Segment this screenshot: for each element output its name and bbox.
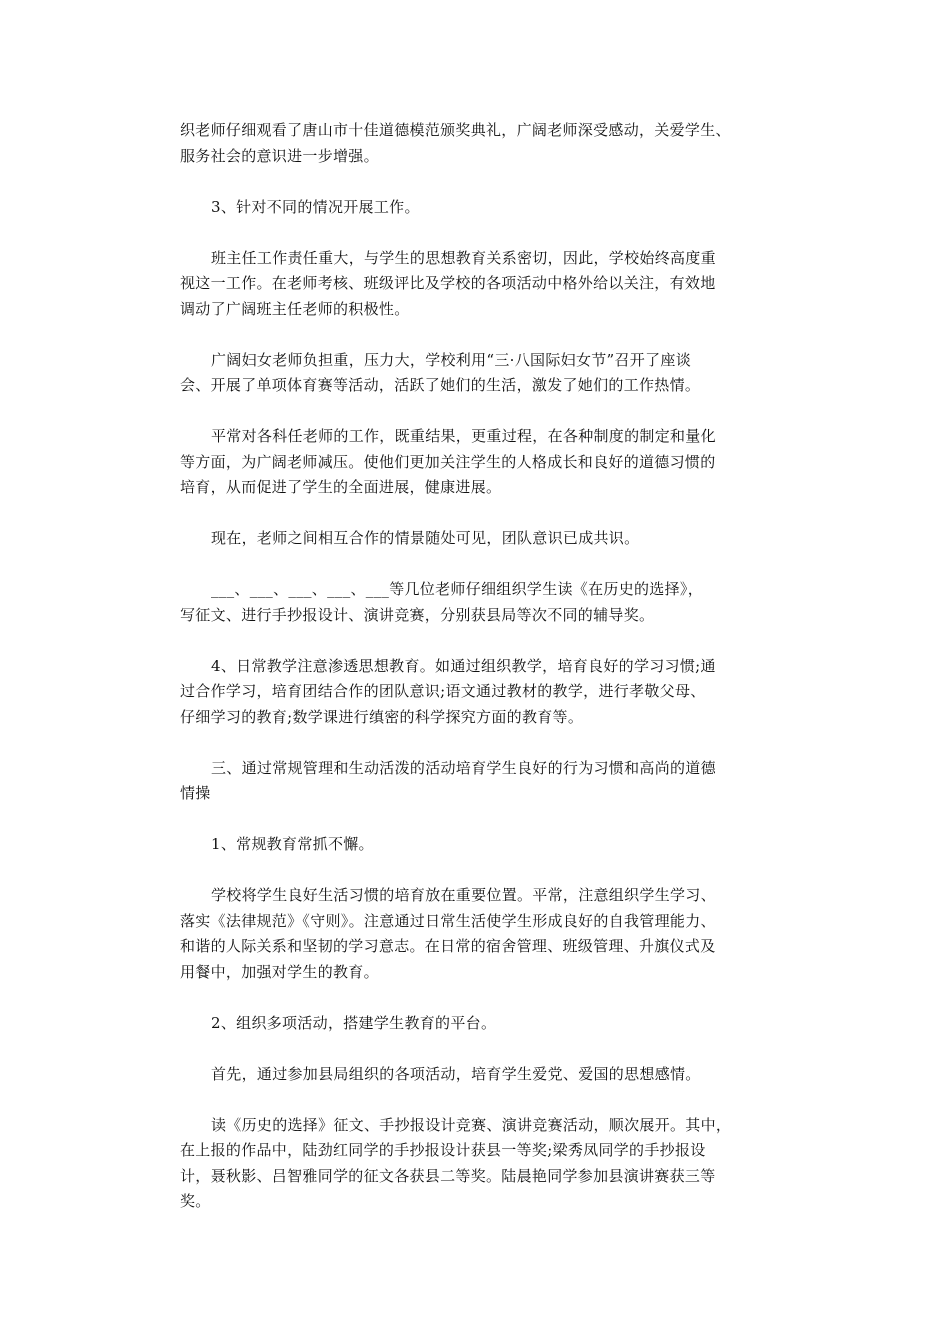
paragraph xyxy=(180,883,780,985)
paragraph xyxy=(180,526,780,552)
paragraph-line: 写征文、进行手抄报设计、演讲竞赛，分别获县局等次不同的辅导奖。 xyxy=(180,605,655,624)
paragraph-line: 计，聂秋影、吕智雅同学的征文各获县二等奖。陆晨艳同学参加县演讲赛获三等 xyxy=(180,1166,716,1185)
paragraph xyxy=(180,577,780,628)
paragraph-line: 4、日常教学注意渗透思想教育。如通过组织教学，培育良好的学习习惯;通 xyxy=(211,656,716,675)
paragraph-line: 视这一工作。在老师考核、班级评比及学校的各项活动中格外给以关注，有效地 xyxy=(180,274,716,292)
paragraph-line: 等方面，为广阔老师减压。使他们更加关注学生的人格成长和良好的道德习惯的 xyxy=(180,452,716,471)
paragraph-line: 1、常规教育常抓不懈。 xyxy=(211,835,374,853)
paragraph-line: 用餐中，加强对学生的教育。 xyxy=(180,962,379,981)
document-body xyxy=(180,118,780,1240)
paragraph-line: 落实《法律规范》《守则》。注意通过日常生活使学生形成良好的自我管理能力、 xyxy=(180,911,716,930)
paragraph-line: 首先，通过参加县局组织的各项活动，培育学生爱党、爱国的思想感情。 xyxy=(211,1064,701,1083)
paragraph xyxy=(180,832,780,858)
paragraph xyxy=(180,1062,780,1088)
paragraph-line: 奖。 xyxy=(180,1192,211,1210)
paragraph-line: 仔细学习的教育;数学课进行缜密的科学探究方面的教育等。 xyxy=(180,707,584,726)
paragraph xyxy=(180,118,780,169)
paragraph-line: 2、组织多项活动，搭建学生教育的平台。 xyxy=(211,1013,497,1032)
paragraph-line: 织老师仔细观看了唐山市十佳道德模范颁奖典礼，广阔老师深受感动，关爱学生、 xyxy=(180,121,731,139)
paragraph-line: 三、通过常规管理和生动活泼的活动培育学生良好的行为习惯和高尚的道德 xyxy=(211,758,716,777)
paragraph-line: 平常对各科任老师的工作，既重结果，更重过程，在各种制度的制定和量化 xyxy=(211,427,716,445)
paragraph-line: 过合作学习，培育团结合作的团队意识;语文通过教材的教学，进行孝敬父母、 xyxy=(180,682,706,700)
paragraph-line: 调动了广阔班主任老师的积极性。 xyxy=(180,299,410,318)
paragraph xyxy=(180,195,780,221)
paragraph-line: ___、___、___、___、___等几位老师仔细组织学生读《在历史的选择》， xyxy=(211,580,704,598)
paragraph-line: 情操 xyxy=(180,784,211,802)
paragraph-line: 班主任工作责任重大，与学生的思想教育关系密切，因此，学校始终高度重 xyxy=(211,248,716,267)
paragraph xyxy=(180,424,780,501)
paragraph-line: 学校将学生良好生活习惯的培育放在重要位置。平常，注意组织学生学习、 xyxy=(211,886,716,904)
paragraph xyxy=(180,1011,780,1037)
paragraph xyxy=(180,246,780,323)
paragraph xyxy=(180,348,780,399)
paragraph-line: 3、针对不同的情况开展工作。 xyxy=(211,197,420,216)
paragraph xyxy=(180,1113,780,1215)
paragraph-line: 在上报的作品中，陆劲红同学的手抄报设计获县一等奖;梁秀凤同学的手抄报设 xyxy=(180,1141,706,1159)
paragraph-line: 会、开展了单项体育赛等活动，活跃了她们的生活，激发了她们的工作热情。 xyxy=(180,376,701,394)
paragraph-line: 服务社会的意识进一步增强。 xyxy=(180,146,379,165)
paragraph-line: 现在，老师之间相互合作的情景随处可见，团队意识已成共识。 xyxy=(211,529,640,547)
paragraph-line: 和谐的人际关系和坚韧的学习意志。在日常的宿舍管理、班级管理、升旗仪式及 xyxy=(180,937,716,955)
paragraph-line: 广阔妇女老师负担重，压力大，学校利用“三·八国际妇女节”召开了座谈 xyxy=(211,350,692,369)
paragraph-line: 读《历史的选择》征文、手抄报设计竞赛、演讲竞赛活动，顺次展开。其中， xyxy=(211,1115,732,1134)
paragraph xyxy=(180,756,780,807)
paragraph xyxy=(180,654,780,731)
paragraph-line: 培育，从而促进了学生的全面进展，健康进展。 xyxy=(180,478,502,496)
